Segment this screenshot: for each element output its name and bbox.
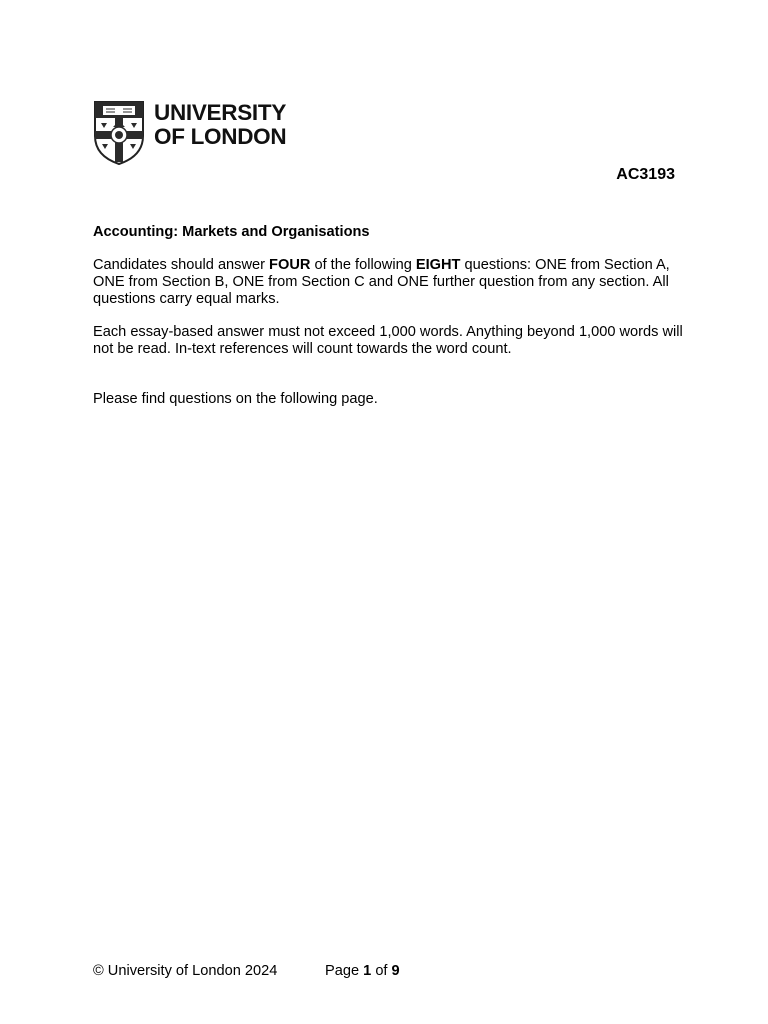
instructions-emphasis-count: FOUR [269,257,311,273]
page-total: 9 [391,963,400,979]
university-logo [93,100,286,166]
instructions-emphasis-total: EIGHT [415,257,461,273]
exam-code: AC3193 [616,166,675,183]
cover-content [93,224,693,424]
page-separator: of [371,963,392,979]
instructions-text-1: Candidates should answer [93,257,270,273]
answer-instructions [93,257,693,308]
page-prefix: Page [325,963,364,979]
logo-line-2: OF LONDON [154,124,287,149]
instructions-text-3: questions: ONE from Section A, ONE from Section B, ONE from Section C and ONE further question from any section. All questions carry equal marks. [93,257,670,307]
word-limit-note: Each essay-based answer must not exceed 1,000 words. Anything beyond 1,000 words will not be read. In-text references will count towards the word count. [93,324,683,357]
university-crest-icon [93,100,145,166]
next-page-note: Please find questions on the following page. [93,391,378,407]
page-current: 1 [363,963,372,979]
page-footer [93,963,400,980]
copyright-notice: © University of London 2024 [93,963,278,979]
page-number [325,963,400,980]
university-wordmark [154,101,286,149]
logo-line-1: UNIVERSITY [154,100,287,125]
course-title: Accounting: Markets and Organisations [93,224,370,240]
instructions-text-2: of the following [310,257,416,273]
